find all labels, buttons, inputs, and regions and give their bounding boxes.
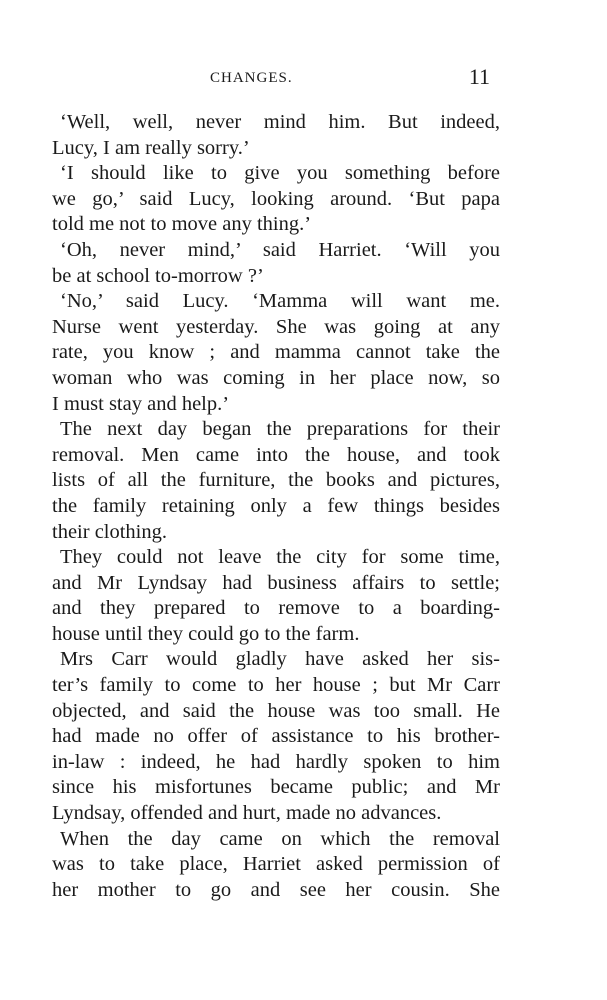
page-header — [52, 64, 490, 98]
text-line: since his misfortunes became public; and Mr — [52, 776, 500, 799]
text-line: ‘I should like to give you something before — [60, 162, 500, 185]
text-line: the family retaining only a few things besides — [52, 494, 500, 517]
text-line: house until they could go to the farm. — [52, 622, 360, 645]
text-line: Nurse went yesterday. She was going at any — [52, 315, 500, 338]
text-line: her mother to go and see her cousin. She — [52, 878, 500, 901]
text-line: and Mr Lyndsay had business affairs to settle; — [52, 571, 500, 594]
text-line: lists of all the furniture, the books and pictures, — [52, 469, 500, 492]
text-line: be at school to-morrow ?’ — [52, 264, 264, 287]
text-line: removal. Men came into the house, and took — [52, 443, 500, 466]
text-line: objected, and said the house was too small. He — [52, 699, 500, 722]
text-line: ter’s family to come to her house ; but Mr Carr — [52, 674, 500, 697]
text-line: told me not to move any thing.’ — [52, 213, 312, 236]
text-line: I must stay and help.’ — [52, 392, 230, 415]
text-line: in-law : indeed, he had hardly spoken to him — [52, 750, 500, 773]
text-line: was to take place, Harriet asked permission of — [52, 853, 500, 876]
text-line: Lucy, I am really sorry.’ — [52, 136, 250, 159]
text-line: their clothing. — [52, 520, 168, 543]
text-line: Mrs Carr would gladly have asked her sis- — [60, 648, 500, 671]
text-line: ‘Well, well, never mind him. But indeed, — [60, 111, 500, 133]
text-line: ‘No,’ said Lucy. ‘Mamma will want me. — [60, 290, 500, 313]
text-line: we go,’ said Lucy, looking around. ‘But papa — [52, 187, 500, 210]
text-line: and they prepared to remove to a boarding- — [52, 597, 500, 620]
running-title: CHANGES. — [210, 70, 293, 86]
text-line: rate, you know ; and mamma cannot take the — [52, 341, 500, 364]
text-line: The next day began the preparations for their — [60, 418, 500, 441]
text-line: Lyndsay, offended and hurt, made no advances. — [52, 802, 442, 825]
text-line: When the day came on which the removal — [60, 827, 500, 850]
text-line: woman who was coming in her place now, so — [52, 366, 500, 389]
text-line: had made no offer of assistance to his brother- — [52, 725, 500, 748]
page-number: 11 — [468, 64, 490, 89]
body-text — [52, 110, 500, 903]
text-line: They could not leave the city for some time, — [60, 546, 500, 569]
text-line: ‘Oh, never mind,’ said Harriet. ‘Will you — [60, 238, 500, 261]
